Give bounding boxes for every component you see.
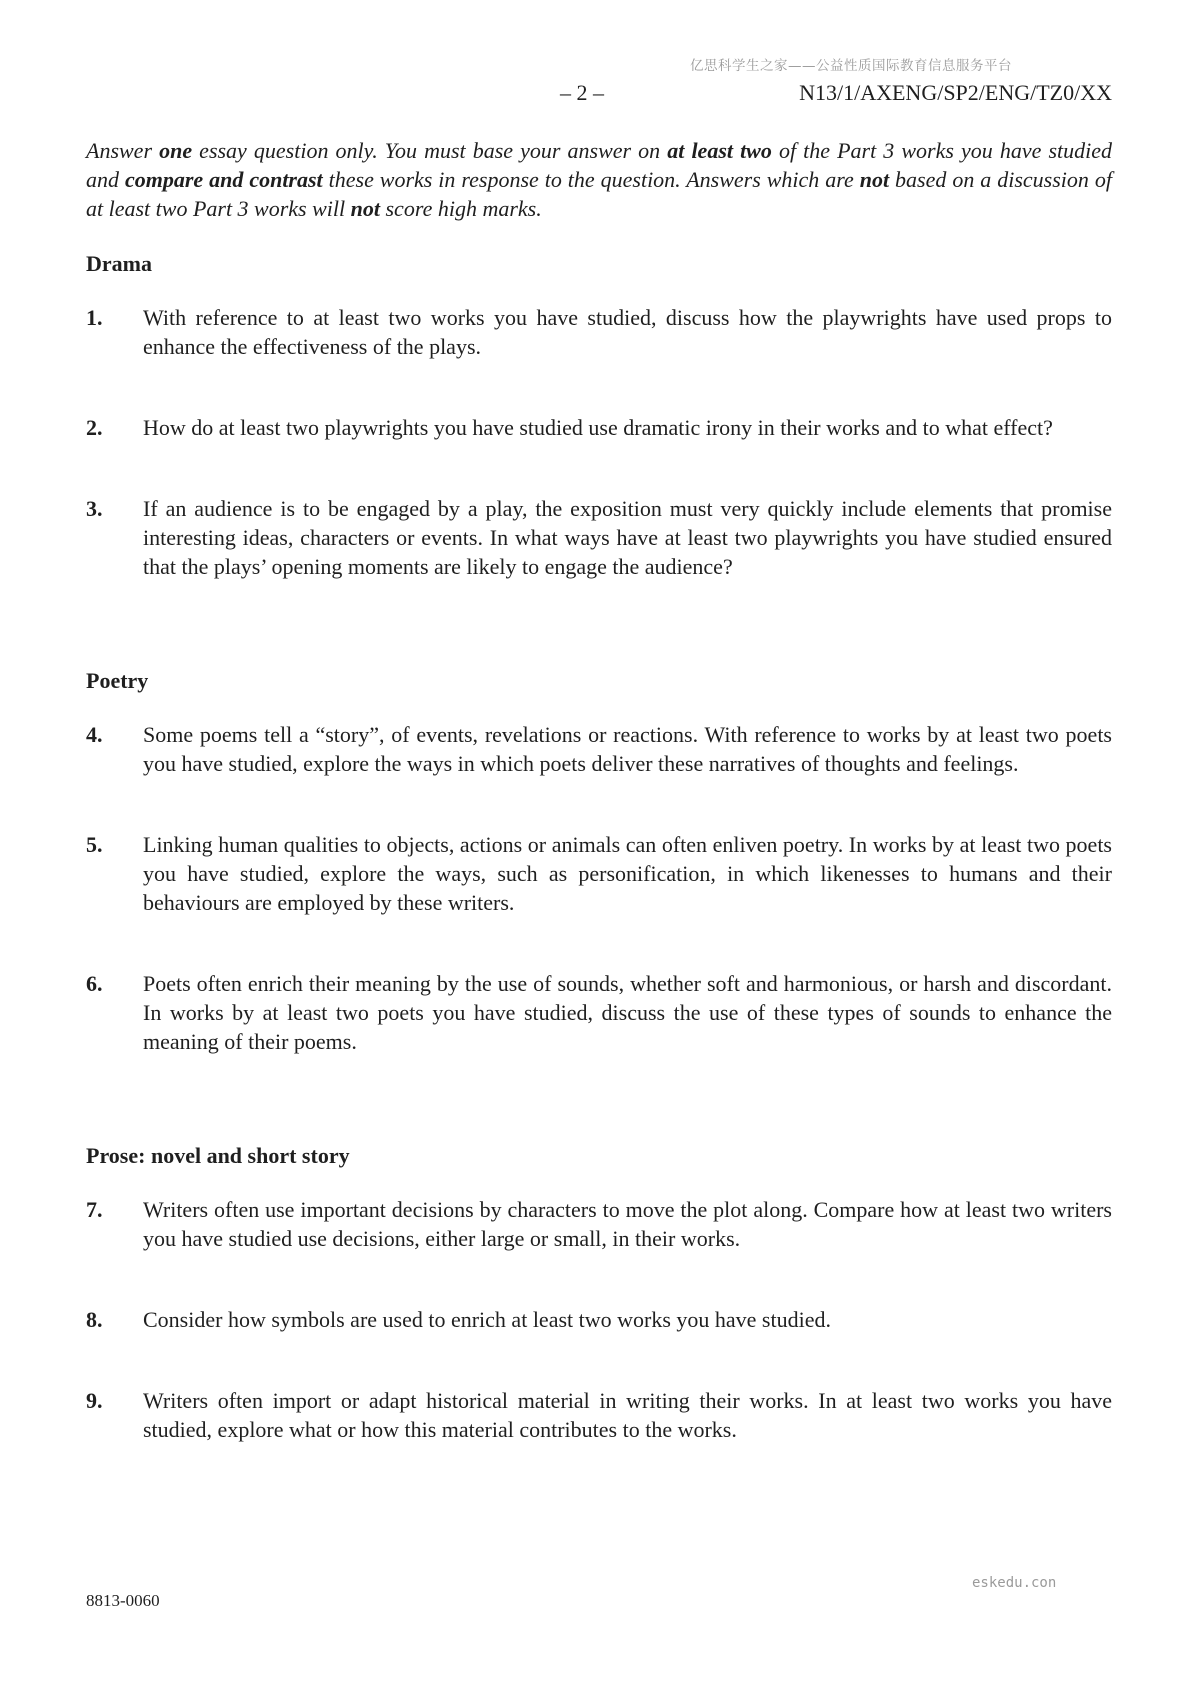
instructions-text: based on a discussion of at least two Part 3 works will [86, 167, 1112, 221]
question-item [86, 969, 1112, 1056]
watermark-footer: eskedu.con [972, 1575, 1057, 1591]
question-item [86, 1195, 1112, 1253]
exam-content [86, 136, 1112, 1444]
instructions-emphasis: not [350, 196, 380, 221]
question-number: 8. [86, 1307, 103, 1332]
paper-code: N13/1/AXENG/SP2/ENG/TZ0/XX [799, 80, 1112, 105]
question-number: 2. [86, 415, 103, 440]
question-item [86, 1386, 1112, 1444]
instructions-emphasis: not [859, 167, 890, 192]
instructions-text: Answer [86, 138, 160, 163]
question-text: How do at least two playwrights you have studied use dramatic irony in their works and to what effect? [143, 415, 1053, 440]
section-heading-drama: Drama [86, 251, 152, 276]
question-text: If an audience is to be engaged by a play, the exposition must very quickly include elements that promise interesting ideas, characters or events. In what ways have at least two playwrights you have studied ensured that the plays’ opening moments are likely to engage the audience? [143, 496, 1112, 579]
question-number: 5. [86, 832, 103, 857]
question-number: 7. [86, 1197, 103, 1222]
question-item [86, 494, 1112, 581]
question-text: With reference to at least two works you have studied, discuss how the playwrights have used props to enhance the effectiveness of the plays. [143, 305, 1112, 359]
instructions-emphasis: compare and contrast [124, 167, 323, 192]
question-text: Linking human qualities to objects, actions or animals can often enliven poetry. In works by at least two poets you have studied, explore the ways, such as personification, in which likenesses to humans and their behaviours are employed by these writers. [143, 832, 1112, 915]
instructions-emphasis: one [159, 138, 193, 163]
instructions-text: of the Part 3 works you have studied and [86, 138, 1113, 192]
instructions-text: these works in response to the question. Answers which are [322, 167, 860, 192]
watermark-header: 亿思科学生之家——公益性质国际教育信息服务平台 [690, 58, 1012, 74]
instructions [86, 136, 1112, 223]
question-number: 6. [86, 971, 103, 996]
question-text: Consider how symbols are used to enrich at least two works you have studied. [143, 1307, 831, 1332]
question-item [86, 303, 1112, 361]
question-item [86, 413, 1112, 442]
question-text: Writers often import or adapt historical material in writing their works. In at least two works you have studied, explore what or how this material contributes to the works. [143, 1388, 1112, 1442]
instructions-text: score high marks. [380, 196, 542, 221]
instructions-emphasis: at least two [667, 138, 772, 163]
question-item [86, 1305, 1112, 1334]
question-text: Poets often enrich their meaning by the use of sounds, whether soft and harmonious, or harsh and discordant. In works by at least two poets you have studied, discuss the use of these types of sounds to enhance the meaning of their poems. [143, 971, 1112, 1054]
question-number: 1. [86, 305, 103, 330]
question-text: Some poems tell a “story”, of events, revelations or reactions. With reference to works by at least two poets you have studied, explore the ways in which poets deliver these narratives of thoughts and feelings. [143, 722, 1112, 776]
footer-code: 8813-0060 [86, 1591, 160, 1610]
question-item [86, 720, 1112, 778]
question-item [86, 830, 1112, 917]
question-text: Writers often use important decisions by characters to move the plot along. Compare how at least two writers you have studied use decisions, either large or small, in their works. [143, 1197, 1112, 1251]
question-number: 9. [86, 1388, 103, 1413]
question-number: 4. [86, 722, 103, 747]
instructions-text: essay question only. You must base your answer on [192, 138, 668, 163]
question-number: 3. [86, 496, 103, 521]
section-heading-prose: Prose: novel and short story [86, 1143, 350, 1168]
section-heading-poetry: Poetry [86, 668, 149, 693]
page-number: – 2 – [560, 80, 604, 105]
